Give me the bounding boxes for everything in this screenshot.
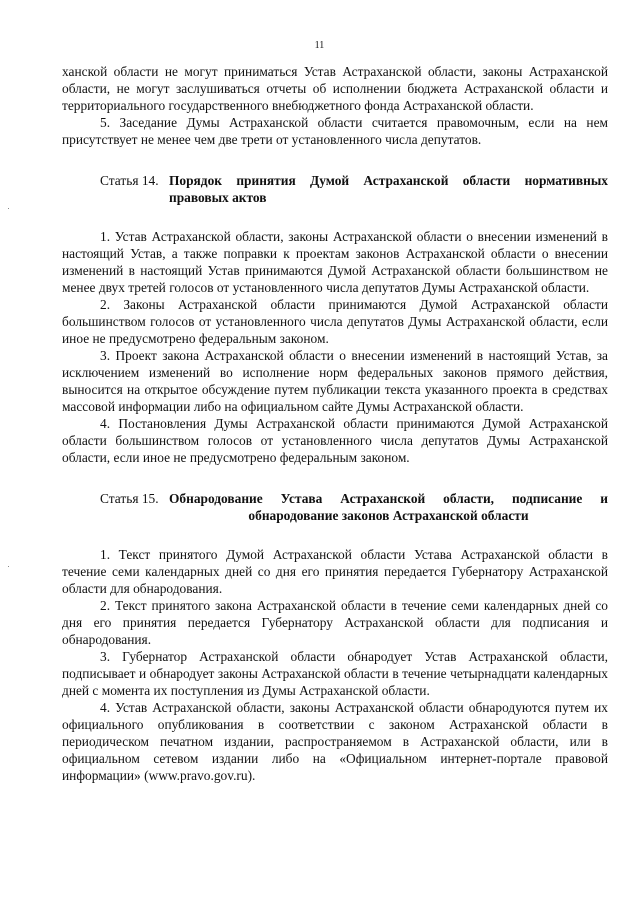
document-body xyxy=(62,63,608,784)
article-14-paragraph-2: 2. Законы Астраханской области принимаются Думой Астраханской области большинством голосов от установленного числа депутатов Думы Астраханской области, если иное не предусмотрено федеральным законом. xyxy=(62,297,608,346)
article-14-paragraph-4: 4. Постановления Думы Астраханской области принимаются Думой Астраханской области большинством голосов от установленного числа депутатов Думы Астраханской области, если иное не предусмотрено федеральным законом. xyxy=(62,416,608,465)
article-14-title: Порядок принятия Думой Астраханской области нормативных правовых актов xyxy=(169,173,608,205)
article-14-paragraph-1: 1. Устав Астраханской области, законы Астраханской области о внесении изменений в настоящий Устав, а также поправки к проектам законов Астраханской области о внесении изменений в настоящий Устав принимаются Думой Астраханской области большинством не менее двух третей голосов от установленного числа депутатов Думы Астраханской области. xyxy=(62,229,608,295)
article-15-paragraph-3: 3. Губернатор Астраханской области обнародует Устав Астраханской области, подписывает и обнародует законы Астраханской области в течение четырнадцати календарных дней с момента их поступления из Думы Астраханской области. xyxy=(62,649,608,698)
continued-paragraph: ханской области не могут приниматься Устав Астраханской области, законы Астраханской области, не могут заслушиваться отчеты об исполнении бюджета Астраханской области и территориального государственного внебюджетного фонда Астраханской области. xyxy=(62,64,608,113)
article-14-label: Статья 14. xyxy=(100,173,159,188)
article-15-heading xyxy=(62,490,608,524)
article-14-heading xyxy=(62,172,608,206)
paragraph-quorum: 5. Заседание Думы Астраханской области считается правомочным, если на нем присутствует не менее чем две трети от установленного числа депутатов. xyxy=(62,115,608,147)
article-15-paragraph-4: 4. Устав Астраханской области, законы Астраханской области обнародуются путем их официального опубликования в соответствии с законом Астраханской области в периодическом печатном издании, распространяемом в Астраханской области, или в официальном сетевом издании либо на «Официальном интернет-портале правовой информации» (www.pravo.gov.ru). xyxy=(62,700,608,783)
page-number: 11 xyxy=(314,40,325,51)
scan-artifact xyxy=(8,566,9,567)
article-15-title: Обнародование Устава Астраханской области, подписание и обнародование законов Астраханской области xyxy=(169,491,608,523)
article-15-label: Статья 15. xyxy=(100,491,159,506)
article-15-paragraph-2: 2. Текст принятого закона Астраханской области в течение семи календарных дней со дня его принятия передается Губернатору Астраханской области для подписания и обнародования. xyxy=(62,598,608,647)
article-15-paragraph-1: 1. Текст принятого Думой Астраханской области Устава Астраханской области в течение семи календарных дней со дня его принятия передается Губернатору Астраханской области для обнародования. xyxy=(62,547,608,596)
scan-artifact xyxy=(8,208,9,209)
article-14-paragraph-3: 3. Проект закона Астраханской области о внесении изменений в настоящий Устав, за исключением изменений во исполнение норм федеральных законов прямого действия, выносится на открытое обсуждение путем публикации текста указанного проекта в средствах массовой информации либо на официальном сайте Думы Астраханской области. xyxy=(62,348,608,414)
